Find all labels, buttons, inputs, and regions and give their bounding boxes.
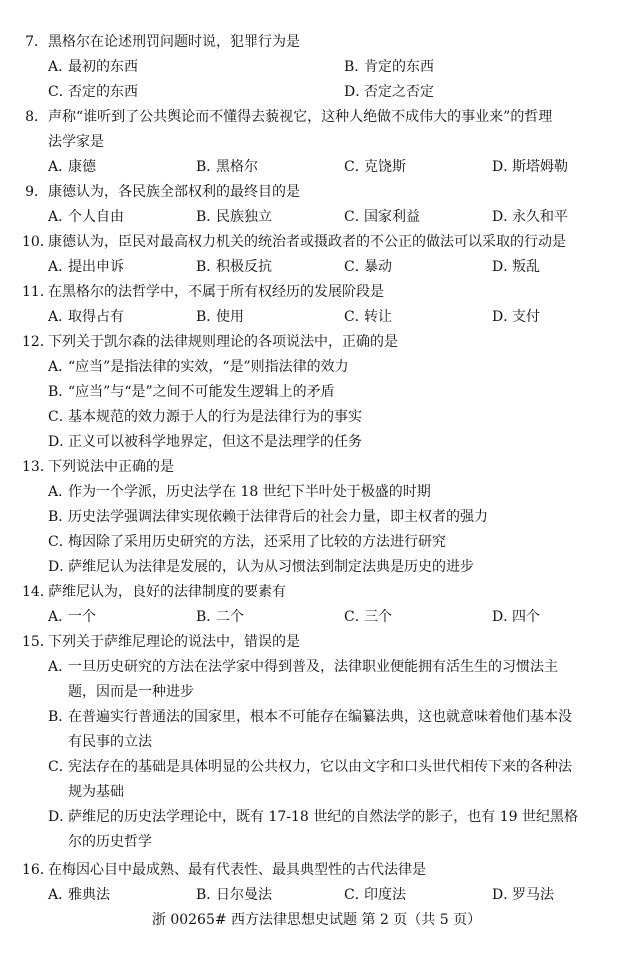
option-c: C．暴动 (344, 259, 392, 275)
question-15 (22, 630, 614, 655)
question-stem: 声称“谁听到了公共舆论而不懂得去藐视它，这种人绝做不成伟大的事业来”的哲理 (48, 109, 553, 125)
option-b: B．民族独立 (196, 209, 272, 225)
question-number: 15． (22, 634, 54, 650)
option-d: D．四个 (492, 609, 540, 625)
question-stem: 在梅因心目中最成熟、最有代表性、最具典型性的古代法律是 (48, 862, 426, 878)
question-12 (22, 330, 614, 355)
option-c: C．克饶斯 (344, 159, 406, 175)
question-14 (22, 580, 614, 605)
option-d: D．正义可以被科学地界定，但这不是法理学的任务 (48, 434, 362, 450)
question-stem: 黑格尔在论述刑罚问题时说，犯罪行为是 (48, 34, 300, 50)
option-c: C．梅因除了采用历史研究的方法，还采用了比较的方法进行研究 (48, 534, 446, 550)
option-b: B．在普遍实行普通法的国家里，根本不可能存在编纂法典，这也就意味着他们基本没 (48, 709, 572, 725)
option-a: A．取得占有 (48, 309, 124, 325)
question-number: 16． (22, 862, 54, 878)
option-c: C．三个 (344, 609, 392, 625)
option-a: A．个人自由 (48, 209, 124, 225)
question-number: 11． (22, 284, 54, 300)
question-number: 12． (22, 334, 54, 350)
option-a: A．雅典法 (48, 887, 110, 903)
option-b: B．积极反抗 (196, 259, 272, 275)
question-8 (22, 105, 614, 130)
page-footer: 浙 00265# 西方法律思想史试题 第 2 页（共 5 页） (151, 912, 482, 928)
question-stem: 在黑格尔的法哲学中，不属于所有权经历的发展阶段是 (48, 284, 384, 300)
option-a: A．最初的东西 (48, 59, 138, 75)
option-a: A．作为一个学派，历史法学在 18 世纪下半叶处于极盛的时期 (48, 484, 431, 500)
option-a: A．提出申诉 (48, 259, 124, 275)
option-a-continued: 题，因而是一种进步 (68, 684, 194, 700)
option-b: B．肯定的东西 (344, 59, 434, 75)
option-a: A．一个 (48, 609, 96, 625)
option-b: B．历史法学强调法律实现依赖于法律背后的社会力量，即主权者的强力 (48, 509, 488, 525)
question-stem-continued: 法学家是 (48, 134, 104, 150)
option-c: C．国家利益 (344, 209, 420, 225)
question-13 (22, 455, 614, 480)
option-d: D．支付 (492, 309, 540, 325)
option-d: D．否定之否定 (344, 84, 434, 100)
question-number: 14． (22, 584, 54, 600)
question-9 (22, 180, 614, 205)
option-b: B．使用 (196, 309, 244, 325)
option-d: D．萨维尼的历史法学理论中，既有 17-18 世纪的自然法学的影子，也有 19 世纪黑格 (48, 809, 578, 825)
option-b: B．日尔曼法 (196, 887, 272, 903)
option-d: D．罗马法 (492, 887, 554, 903)
option-a: A．“应当”是指法律的实效，“是”则指法律的效力 (48, 359, 349, 375)
option-b: B．二个 (196, 609, 244, 625)
question-16 (22, 858, 614, 883)
option-c: C．转让 (344, 309, 392, 325)
option-d: D．斯塔姆勒 (492, 159, 568, 175)
question-stem: 萨维尼认为，良好的法律制度的要素有 (48, 584, 286, 600)
question-11 (22, 280, 614, 305)
option-b-continued: 有民事的立法 (68, 734, 152, 750)
option-d: D．叛乱 (492, 259, 540, 275)
question-stem: 康德认为，臣民对最高权力机关的统治者或摄政者的不公正的做法可以采取的行动是 (48, 234, 566, 250)
question-number: 10． (22, 234, 54, 250)
option-c: C．基本规范的效力源于人的行为是法律行为的事实 (48, 409, 362, 425)
option-c: C．否定的东西 (48, 84, 138, 100)
option-d: D．萨维尼认为法律是发展的，认为从习惯法到制定法典是历史的进步 (48, 559, 474, 575)
option-b: B．“应当”与“是”之间不可能发生逻辑上的矛盾 (48, 384, 335, 400)
option-b: B．黑格尔 (196, 159, 258, 175)
question-10 (22, 230, 614, 255)
question-number: 9． (25, 184, 48, 200)
option-a: A．一旦历史研究的方法在法学家中得到普及，法律职业便能拥有活生生的习惯法主 (48, 659, 558, 675)
question-stem: 下列关于凯尔森的法律规则理论的各项说法中，正确的是 (48, 334, 398, 350)
question-number: 7． (25, 34, 48, 50)
option-a: A．康德 (48, 159, 96, 175)
question-number: 8． (25, 109, 48, 125)
option-d: D．永久和平 (492, 209, 568, 225)
question-stem: 康德认为，各民族全部权利的最终目的是 (48, 184, 300, 200)
option-d-continued: 尔的历史哲学 (68, 834, 152, 850)
option-c: C．宪法存在的基础是具体明显的公共权力，它以由文字和口头世代相传下来的各种法 (48, 759, 572, 775)
question-stem: 下列关于萨维尼理论的说法中，错误的是 (48, 634, 300, 650)
question-stem: 下列说法中正确的是 (48, 459, 174, 475)
question-number: 13． (22, 459, 54, 475)
question-7 (22, 30, 614, 55)
option-c: C．印度法 (344, 887, 406, 903)
option-c-continued: 规为基础 (68, 784, 124, 800)
